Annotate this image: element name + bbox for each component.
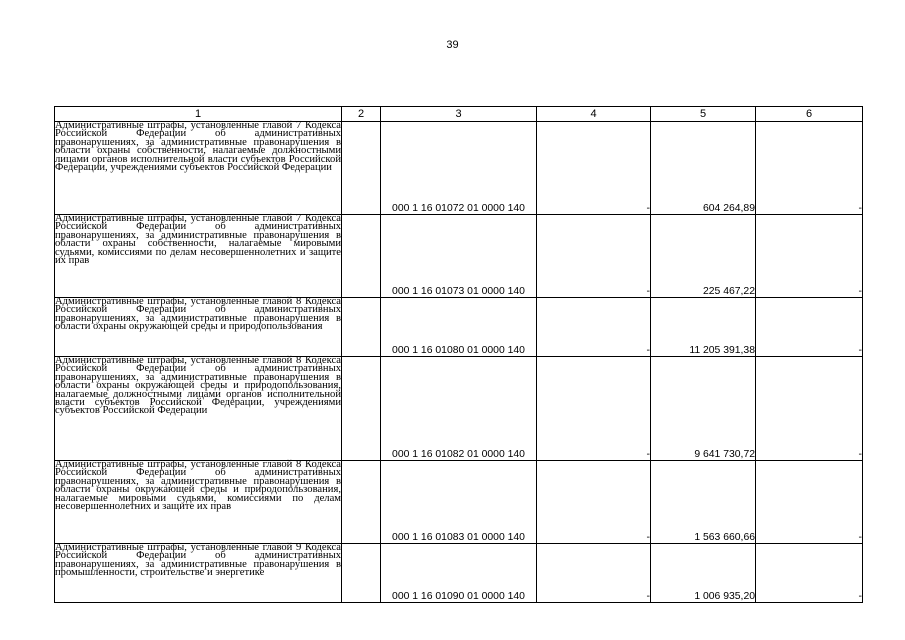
column-header-1: 1 <box>55 107 342 122</box>
row-code: 000 1 16 01082 01 0000 140 <box>381 357 537 461</box>
row-col4: - <box>537 298 651 357</box>
row-amount: 11 205 391,38 <box>651 298 756 357</box>
row-col4: - <box>537 357 651 461</box>
row-description: Административные штрафы, установленные главой 8 Кодекса Российской Федерации об административных правонарушениях, за административные правонарушения в области охраны окружающей среды и природопользования, налагаемые должностными лицами органов исполнительной власти субъектов Российской Федерации, учреждениями субъектов Российской Федерации <box>55 357 342 461</box>
column-header-5: 5 <box>651 107 756 122</box>
row-col6: - <box>756 544 863 603</box>
column-header-3: 3 <box>381 107 537 122</box>
row-amount: 225 467,22 <box>651 215 756 298</box>
row-col4: - <box>537 461 651 544</box>
row-col2 <box>342 357 381 461</box>
column-header-4: 4 <box>537 107 651 122</box>
row-col6: - <box>756 122 863 215</box>
row-col6: - <box>756 461 863 544</box>
row-description: Административные штрафы, установленные главой 7 Кодекса Российской Федерации об административных правонарушениях, за административные правонарушения в области охраны собственности, налагаемые должностными лицами органов исполнительной власти субъектов Российской Федерации, учреждениями субъектов Российской Федерации <box>55 122 342 215</box>
table-row <box>55 357 863 461</box>
table-row <box>55 215 863 298</box>
row-code: 000 1 16 01083 01 0000 140 <box>381 461 537 544</box>
row-col6: - <box>756 298 863 357</box>
column-header-6: 6 <box>756 107 863 122</box>
row-code: 000 1 16 01073 01 0000 140 <box>381 215 537 298</box>
row-col4: - <box>537 122 651 215</box>
row-col2 <box>342 122 381 215</box>
row-code: 000 1 16 01072 01 0000 140 <box>381 122 537 215</box>
row-description: Административные штрафы, установленные главой 9 Кодекса Российской Федерации об административных правонарушениях, за административные правонарушения в промышленности, строительстве и энергетике <box>55 544 342 603</box>
row-code: 000 1 16 01080 01 0000 140 <box>381 298 537 357</box>
row-col6: - <box>756 357 863 461</box>
row-amount: 1 006 935,20 <box>651 544 756 603</box>
row-amount: 604 264,89 <box>651 122 756 215</box>
table-row <box>55 298 863 357</box>
table-row <box>55 461 863 544</box>
page-number: 39 <box>446 39 459 51</box>
row-col4: - <box>537 544 651 603</box>
table-row <box>55 122 863 215</box>
row-col2 <box>342 544 381 603</box>
row-description: Административные штрафы, установленные главой 8 Кодекса Российской Федерации об административных правонарушениях, за административные правонарушения в области охраны окружающей среды и природопользования <box>55 298 342 357</box>
row-col2 <box>342 215 381 298</box>
column-header-2: 2 <box>342 107 381 122</box>
row-amount: 1 563 660,66 <box>651 461 756 544</box>
row-description: Административные штрафы, установленные главой 8 Кодекса Российской Федерации об административных правонарушениях, за административные правонарушения в области охраны окружающей среды и природопользования, налагаемые мировыми судьями, комиссиями по делам несовершеннолетних и защите их прав <box>55 461 342 544</box>
report-table <box>54 106 863 603</box>
row-col2 <box>342 298 381 357</box>
table-row <box>55 544 863 603</box>
row-col2 <box>342 461 381 544</box>
row-col4: - <box>537 215 651 298</box>
row-col6: - <box>756 215 863 298</box>
row-description: Административные штрафы, установленные главой 7 Кодекса Российской Федерации об административных правонарушениях, за административные правонарушения в области охраны собственности, налагаемые мировыми судьями, комиссиями по делам несовершеннолетних и защите их прав <box>55 215 342 298</box>
row-code: 000 1 16 01090 01 0000 140 <box>381 544 537 603</box>
row-amount: 9 641 730,72 <box>651 357 756 461</box>
